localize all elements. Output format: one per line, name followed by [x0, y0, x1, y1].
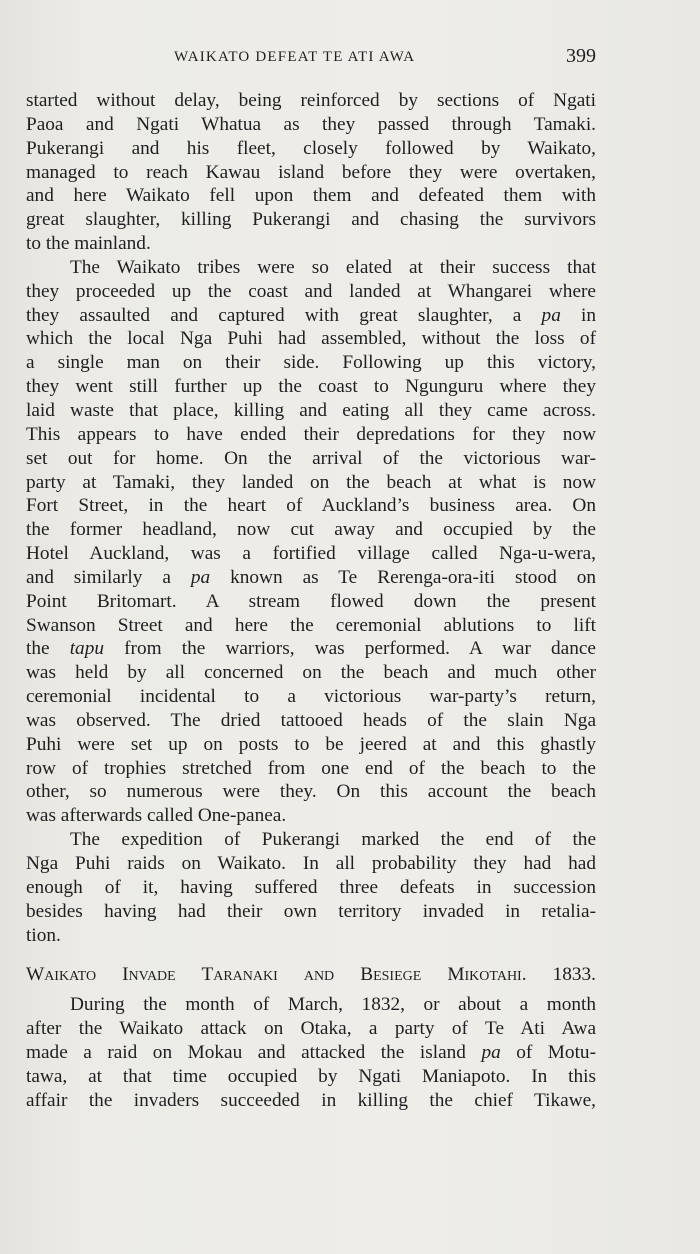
text-line: after the Waikato attack on Otaka, a party of Te Ati Awa	[26, 1018, 596, 1040]
text-line: set out for home. On the arrival of the victorious war-	[26, 447, 596, 469]
text-line: the former headland, now cut away and occupied by the	[26, 519, 596, 541]
text-line: was afterwards called One-panea.	[26, 805, 287, 827]
text-line: the tapu from the warriors, was performed. A war dance	[26, 638, 596, 660]
section-heading-year: 1833.	[552, 964, 596, 986]
text-line: which the local Nga Puhi had assembled, without the loss of	[26, 328, 596, 350]
text-line: ceremonial incidental to a victorious war-party’s return,	[26, 686, 596, 708]
italic-term: pa	[190, 566, 211, 588]
body-text	[26, 89, 596, 1113]
text-line: The expedition of Pukerangi marked the end of the	[70, 829, 596, 851]
text-line: other, so numerous were they. On this account the beach	[26, 781, 596, 803]
text-line: party at Tamaki, they landed on the beach at what is now	[26, 471, 596, 493]
italic-term: pa	[481, 1042, 501, 1064]
section-heading	[26, 957, 596, 993]
page-number: 399	[566, 45, 596, 67]
text-line: was observed. The dried tattooed heads of the slain Nga	[26, 709, 596, 731]
text-line: and similarly a pa known as Te Rerenga-ora-iti stood on	[26, 566, 596, 588]
section-heading-title: Waikato Invade Taranaki and Besiege Mikotahi.	[26, 964, 527, 986]
text-line: During the month of March, 1832, or about a month	[70, 994, 596, 1016]
text-line: Point Britomart. A stream flowed down the present	[26, 590, 596, 612]
text-line: was held by all concerned on the beach and much other	[26, 662, 596, 684]
text-line: managed to reach Kawau island before they were overtaken,	[26, 161, 596, 183]
text-line: tion.	[26, 924, 61, 946]
text-line: Hotel Auckland, was a fortified village called Nga-u-wera,	[26, 543, 596, 565]
text-line: they went still further up the coast to Ngunguru where they	[26, 376, 596, 398]
text-line: Puhi were set up on posts to be jeered at and this ghastly	[26, 733, 596, 755]
text-line: Nga Puhi raids on Waikato. In all probability they had had	[26, 853, 596, 874]
text-line: to the mainland.	[26, 233, 151, 255]
text-line: made a raid on Mokau and attacked the island pa of Motu-	[26, 1042, 596, 1064]
italic-term: tapu	[69, 638, 104, 660]
text-line: and here Waikato fell upon them and defeated them with	[26, 185, 596, 207]
text-line: started without delay, being reinforced by sections of Ngati	[26, 90, 596, 111]
running-head	[26, 45, 596, 71]
italic-term: pa	[541, 304, 561, 326]
text-line: they proceeded up the coast and landed at Whangarei where	[26, 280, 596, 302]
text-line: affair the invaders succeeded in killing the chief Tikawe,	[26, 1089, 596, 1111]
text-line: This appears to have ended their depredations for they now	[26, 423, 596, 445]
text-line: enough of it, having suffered three defeats in succession	[26, 876, 596, 898]
text-line: tawa, at that time occupied by Ngati Maniapoto. In this	[26, 1065, 596, 1087]
text-line: they assaulted and captured with great slaughter, a pa in	[26, 304, 596, 326]
text-line: row of trophies stretched from one end of the beach to the	[26, 757, 596, 779]
running-title: WAIKATO DEFEAT TE ATI AWA	[174, 49, 416, 65]
text-line: Swanson Street and here the ceremonial ablutions to lift	[26, 614, 596, 636]
text-line: besides having had their own territory invaded in retalia-	[26, 900, 596, 922]
text-line: The Waikato tribes were so elated at their success that	[70, 256, 596, 278]
text-line: Paoa and Ngati Whatua as they passed through Tamaki.	[26, 113, 596, 135]
text-line: laid waste that place, killing and eating all they came across.	[26, 399, 596, 421]
text-line: Pukerangi and his fleet, closely followed by Waikato,	[26, 137, 596, 159]
text-line: Fort Street, in the heart of Auckland’s business area. On	[26, 495, 596, 517]
text-line: great slaughter, killing Pukerangi and chasing the survivors	[26, 209, 596, 231]
text-line: a single man on their side. Following up this victory,	[26, 352, 596, 374]
